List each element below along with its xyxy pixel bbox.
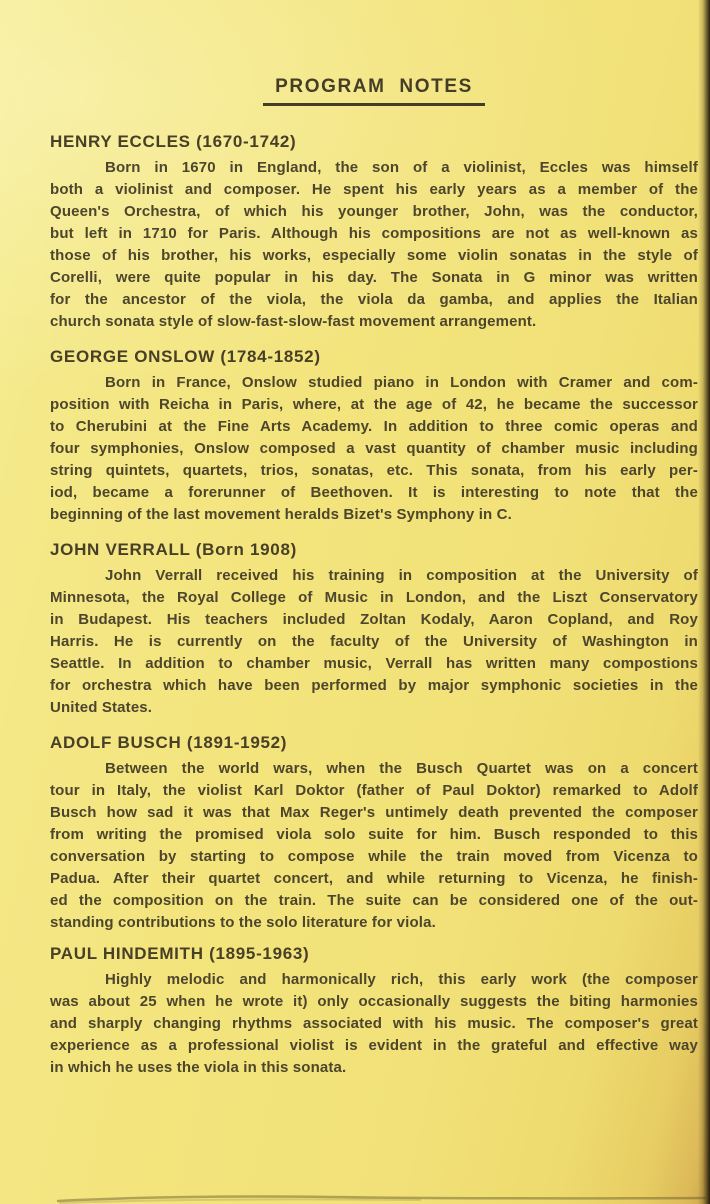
text-line: Corelli, were quite popular in his day. The Sonata in G minor was written bbox=[50, 269, 698, 286]
title-wrap bbox=[50, 76, 698, 106]
text-line: experience as a professional violist is evident in the grateful and effective way bbox=[50, 1037, 698, 1054]
text-line: John Verrall received his training in composition at the University of bbox=[105, 567, 698, 584]
text-line: and sharply changing rhythms associated with his music. The composer's great bbox=[50, 1015, 698, 1032]
text-line: both a violinist and composer. He spent his early years as a member of the bbox=[50, 181, 698, 198]
text-line: Minnesota, the Royal College of Music in London, and the Liszt Conservatory bbox=[50, 589, 698, 606]
text-line: string quintets, quartets, trios, sonatas, etc. This sonata, from his early per- bbox=[50, 462, 698, 479]
page-bottom-edge-curve bbox=[0, 1188, 710, 1204]
text-line: to Cherubini at the Fine Arts Academy. In addition to three comic operas and bbox=[50, 418, 698, 435]
page-title: PROGRAM NOTES bbox=[263, 76, 485, 106]
text-line: in Budapest. His teachers included Zoltan Kodaly, Aaron Copland, and Roy bbox=[50, 611, 698, 628]
text-line: but left in 1710 for Paris. Although his compositions are not as well-known as bbox=[50, 225, 698, 242]
note-paragraph bbox=[50, 758, 698, 934]
text-line: tour in Italy, the violist Karl Doktor (father of Paul Doktor) remarked to Adolf bbox=[50, 782, 698, 799]
program-note-section bbox=[50, 539, 698, 719]
composer-heading: JOHN VERRALL (Born 1908) bbox=[50, 540, 297, 559]
text-line: Between the world wars, when the Busch Quartet was on a concert bbox=[105, 760, 698, 777]
text-line: church sonata style of slow-fast-slow-fast movement arrangement. bbox=[50, 313, 537, 330]
text-line: position with Reicha in Paris, where, at the age of 42, he became the successor bbox=[50, 396, 698, 413]
text-line: Seattle. In addition to chamber music, Verrall has written many compostions bbox=[50, 655, 698, 672]
text-line: from writing the promised viola solo suite for him. Busch responded to this bbox=[50, 826, 698, 843]
text-line: Highly melodic and harmonically rich, this early work (the composer bbox=[105, 971, 698, 988]
text-line: Busch how sad it was that Max Reger's untimely death prevented the composer bbox=[50, 804, 698, 821]
text-line: for the ancestor of the viola, the viola da gamba, and applies the Italian bbox=[50, 291, 698, 308]
text-line: Padua. After their quartet concert, and while returning to Vicenza, he finish- bbox=[50, 870, 698, 887]
text-line: Harris. He is currently on the faculty of the University of Washington in bbox=[50, 633, 698, 650]
text-line: iod, became a forerunner of Beethoven. It is interesting to note that the bbox=[50, 484, 698, 501]
composer-heading: GEORGE ONSLOW (1784-1852) bbox=[50, 347, 321, 366]
text-line: conversation by starting to compose while the train moved from Vicenza to bbox=[50, 848, 698, 865]
text-line: for orchestra which have been performed by major symphonic societies in the bbox=[50, 677, 698, 694]
composer-heading: ADOLF BUSCH (1891-1952) bbox=[50, 733, 288, 752]
text-line: Queen's Orchestra, of which his younger brother, John, was the conductor, bbox=[50, 203, 698, 220]
program-note-section bbox=[50, 131, 698, 333]
note-paragraph bbox=[50, 372, 698, 526]
program-note-section bbox=[50, 346, 698, 526]
program-note-section bbox=[50, 943, 698, 1079]
text-line: standing contributions to the solo literature for viola. bbox=[50, 914, 436, 931]
text-line: four symphonies, Onslow composed a vast quantity of chamber music including bbox=[50, 440, 698, 457]
text-line: ed the composition on the train. The suite can be considered one of the out- bbox=[50, 892, 698, 909]
note-paragraph bbox=[50, 565, 698, 719]
composer-heading: PAUL HINDEMITH (1895-1963) bbox=[50, 944, 310, 963]
text-line: beginning of the last movement heralds Bizet's Symphony in C. bbox=[50, 506, 512, 523]
text-line: was about 25 when he wrote it) only occasionally suggests the biting harmonies bbox=[50, 993, 698, 1010]
note-paragraph bbox=[50, 969, 698, 1079]
note-paragraph bbox=[50, 157, 698, 333]
text-line: in which he uses the viola in this sonata. bbox=[50, 1059, 347, 1076]
text-line: United States. bbox=[50, 699, 153, 716]
program-note-section bbox=[50, 732, 698, 934]
text-line: Born in 1670 in England, the son of a violinist, Eccles was himself bbox=[105, 159, 698, 176]
text-line: those of his brother, his works, especially some violin sonatas in the style of bbox=[50, 247, 698, 264]
text-line: Born in France, Onslow studied piano in London with Cramer and com- bbox=[105, 374, 698, 391]
page-content bbox=[50, 0, 698, 1079]
composer-heading: HENRY ECCLES (1670-1742) bbox=[50, 132, 297, 151]
page-right-gutter-shadow bbox=[698, 0, 710, 1204]
sections-container bbox=[50, 131, 698, 1079]
